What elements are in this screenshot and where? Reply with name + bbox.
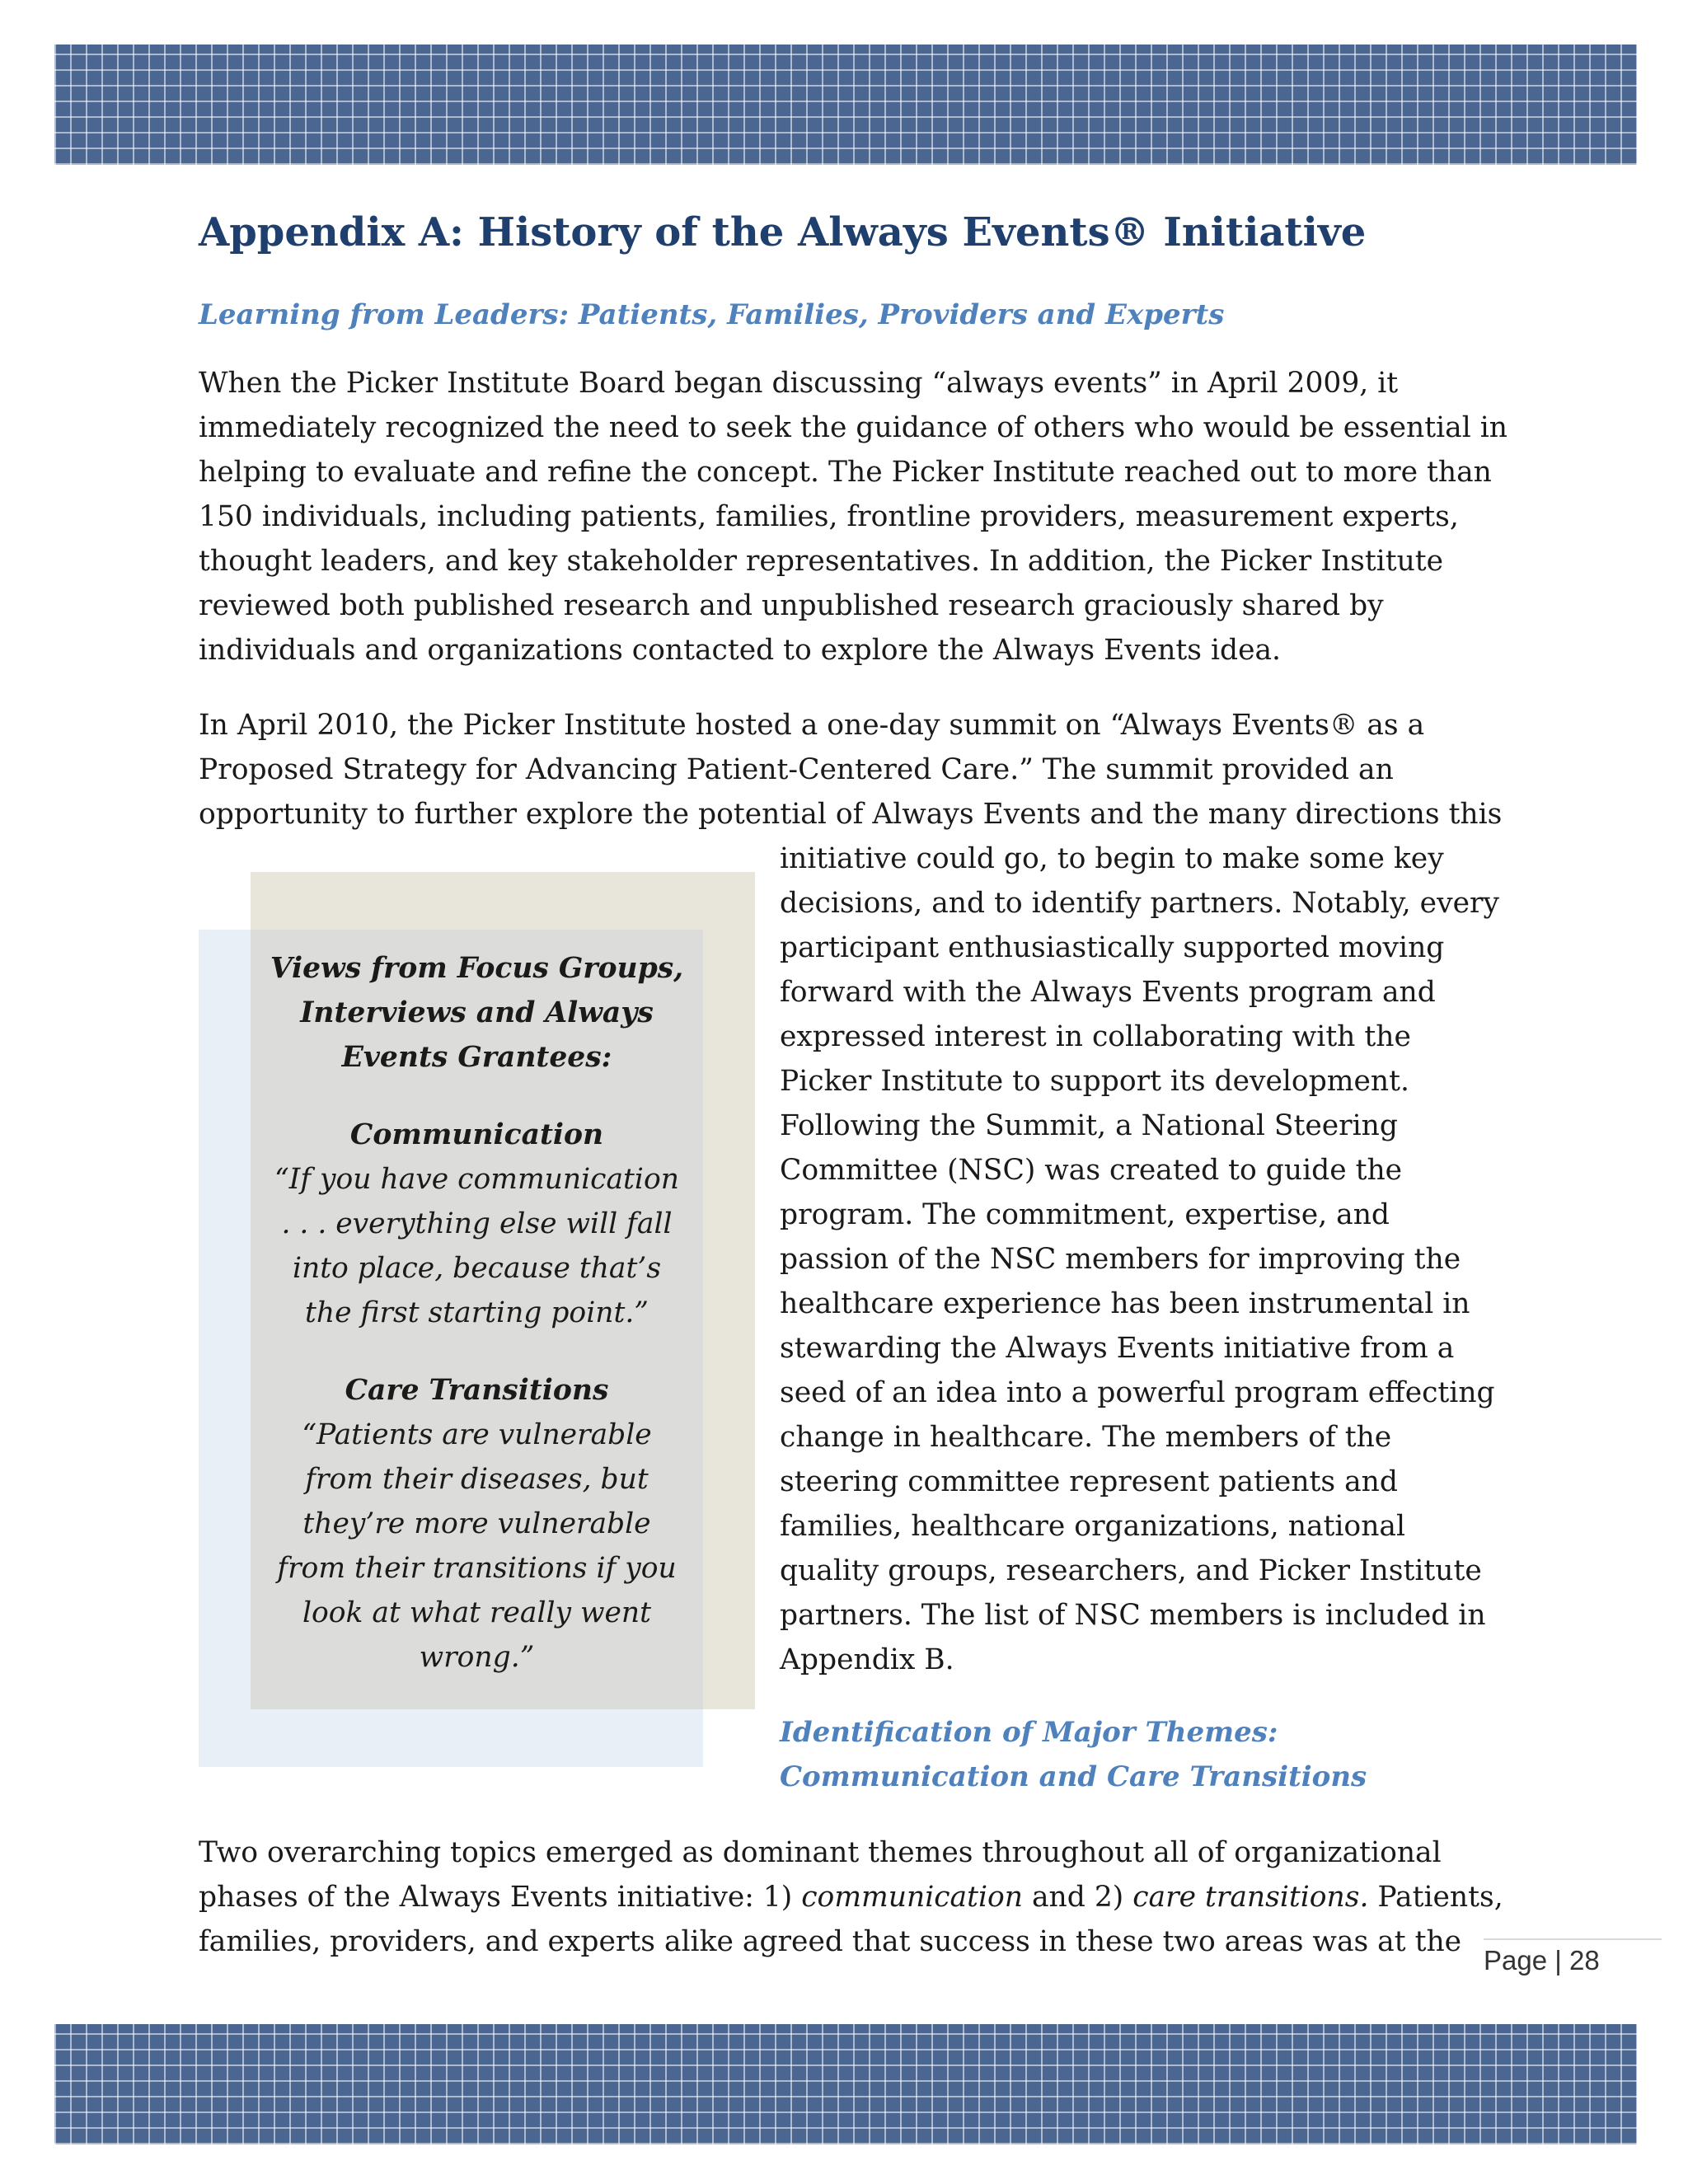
care-quote-line: look at what really went xyxy=(302,1596,652,1629)
text-line: Proposed Strategy for Advancing Patient-Centered Care.” The summit provided an xyxy=(199,753,1394,786)
text-line: Following the Summit, a National Steering xyxy=(780,1109,1398,1142)
text-line: forward with the Always Events program and xyxy=(780,976,1436,1009)
text-line: When the Picker Institute Board began discussing “always events” in April 2009, it xyxy=(199,367,1399,400)
section-heading-themes xyxy=(780,1710,1367,1799)
sidebar-heading-line: Interviews and Always xyxy=(300,996,654,1029)
page-number: Page | 28 xyxy=(1484,1945,1600,1975)
paragraph-summit-continued xyxy=(780,837,1499,1682)
page-title: Appendix A: History of the Always Events® Initiative xyxy=(199,209,1367,255)
paragraph-intro xyxy=(199,361,1507,673)
text-line: quality groups, researchers, and Picker Institute xyxy=(780,1554,1482,1587)
text-line: families, healthcare organizations, national xyxy=(780,1510,1406,1543)
text-line: seed of an idea into a powerful program effecting xyxy=(780,1376,1495,1409)
section-heading-learning: Learning from Leaders: Patients, Families, Providers and Experts xyxy=(199,298,1225,331)
bottom-pattern-band xyxy=(54,2024,1637,2144)
text-line: decisions, and to identify partners. Notably, every xyxy=(780,887,1499,920)
text-line: program. The commitment, expertise, and xyxy=(780,1198,1390,1231)
communication-quote-line: the first starting point.” xyxy=(305,1296,649,1329)
text-run: and 2) xyxy=(1023,1881,1133,1914)
care-quote-line: wrong.” xyxy=(419,1641,535,1674)
care-quote-line: from their diseases, but xyxy=(305,1463,649,1496)
section-heading-line: Identification of Major Themes: xyxy=(780,1716,1278,1749)
text-line: stewarding the Always Events initiative from a xyxy=(780,1332,1455,1365)
communication-quote-line: “If you have communication xyxy=(274,1163,679,1196)
text-line: helping to evaluate and refine the concept. The Picker Institute reached out to more than xyxy=(199,456,1492,489)
paragraph-themes xyxy=(199,1830,1503,1964)
text-line: individuals and organizations contacted to explore the Always Events idea. xyxy=(199,634,1282,667)
text-line: passion of the NSC members for improving the xyxy=(780,1243,1461,1276)
text-run: Patients, xyxy=(1368,1881,1503,1914)
text-line: Committee (NSC) was created to guide the xyxy=(780,1154,1403,1187)
sidebar-quotes xyxy=(251,946,703,1680)
text-line: initiative could go, to begin to make some key xyxy=(780,842,1444,875)
text-line: thought leaders, and key stakeholder representatives. In addition, the Picker Institute xyxy=(199,545,1444,578)
text-line: In April 2010, the Picker Institute hosted a one-day summit on “Always Events® as a xyxy=(199,709,1425,742)
footer-divider xyxy=(1484,1938,1662,1940)
text-run: phases of the Always Events initiative: 1) xyxy=(199,1881,802,1914)
text-line: steering committee represent patients and xyxy=(780,1465,1398,1498)
care-quote-line: “Patients are vulnerable xyxy=(302,1418,652,1451)
text-line: opportunity to further explore the potential of Always Events and the many directions this xyxy=(199,798,1503,831)
text-line: reviewed both published research and unpublished research graciously shared by xyxy=(199,589,1384,622)
text-line: expressed interest in collaborating with the xyxy=(780,1020,1411,1053)
text-line xyxy=(199,1875,1503,1919)
text-line: healthcare experience has been instrumental in xyxy=(780,1287,1470,1320)
top-pattern-band xyxy=(54,45,1637,165)
sidebar-heading-line: Events Grantees: xyxy=(341,1041,612,1074)
text-line: change in healthcare. The members of the xyxy=(780,1421,1392,1454)
communication-quote-line: . . . everything else will fall xyxy=(281,1207,673,1240)
communication-label: Communication xyxy=(349,1118,604,1151)
paragraph-summit xyxy=(199,703,1502,837)
text-line: immediately recognized the need to seek the guidance of others who would be essential in xyxy=(199,411,1507,444)
text-line: partners. The list of NSC members is included in xyxy=(780,1599,1486,1632)
text-line: 150 individuals, including patients, families, frontline providers, measurement experts, xyxy=(199,500,1459,533)
text-line: Picker Institute to support its development. xyxy=(780,1065,1409,1098)
emphasis-communication: communication xyxy=(801,1881,1024,1914)
sidebar-heading-line: Views from Focus Groups, xyxy=(270,952,684,985)
text-line: participant enthusiastically supported moving xyxy=(780,931,1445,964)
section-heading-line: Communication and Care Transitions xyxy=(780,1760,1367,1793)
text-line: Appendix B. xyxy=(780,1643,954,1676)
emphasis-care-transitions: care transitions. xyxy=(1132,1881,1369,1914)
communication-quote-line: into place, because that’s xyxy=(292,1252,662,1285)
care-quote-line: they’re more vulnerable xyxy=(302,1507,651,1540)
text-line: families, providers, and experts alike agreed that success in these two areas was at the xyxy=(199,1925,1462,1958)
care-quote-line: from their transitions if you xyxy=(277,1552,677,1585)
text-line: Two overarching topics emerged as dominant themes throughout all of organizational xyxy=(199,1836,1442,1869)
care-transitions-label: Care Transitions xyxy=(345,1374,609,1407)
